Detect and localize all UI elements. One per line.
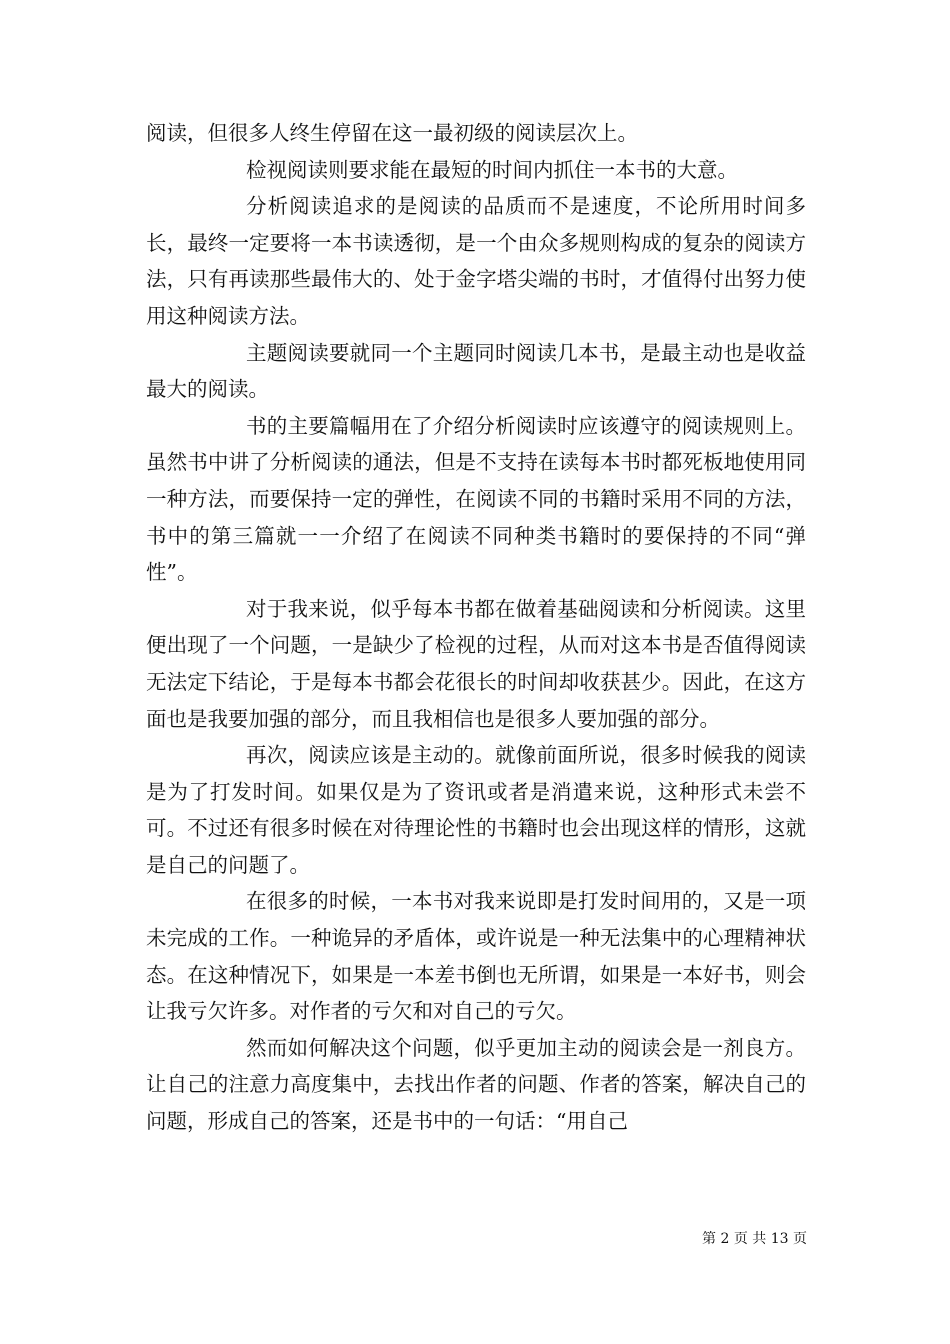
paragraph-personal-reflection: 对于我来说，似乎每本书都在做着基础阅读和分析阅读。这里便出现了一个问题，一是缺少了检视的过程，从而对这本书是否值得阅读无法定下结论，于是每本书都会花很长的时间却收获甚少。因此，在这方面也是我要加强的部分，而且我相信也是很多人要加强的部分。: [146, 596, 806, 731]
paragraph-main-content: 书的主要篇幅用在了介绍分析阅读时应该遵守的阅读规则上。虽然书中讲了分析阅读的通法，但是不支持在读每本书时都死板地使用同一种方法，而要保持一定的弹性，在阅读不同的书籍时采用不同的方法，书中的第三篇就一一介绍了在阅读不同种类书籍时的要保持的不同“弹性”。: [146, 413, 806, 585]
document-body: [146, 115, 806, 1140]
paragraph-active-reading: 再次，阅读应该是主动的。就像前面所说，很多时候我的阅读是为了打发时间。如果仅是为了资讯或者是消遣来说，这种形式未尝不可。不过还有很多时候在对待理论性的书籍时也会出现这样的情形，这就是自己的问题了。: [146, 743, 806, 877]
paragraph-inspectional-reading: 检视阅读则要求能在最短的时间内抓住一本书的大意。: [246, 157, 738, 182]
paragraph-analytical-reading: 分析阅读追求的是阅读的品质而不是速度，不论所用时间多长，最终一定要将一本书读透彻，是一个由众多规则构成的复杂的阅读方法，只有再读那些最伟大的、处于金字塔尖端的书时，才值得付出努力使用这种阅读方法。: [146, 194, 806, 328]
paragraph-continued: 阅读，但很多人终生停留在这一最初级的阅读层次上。: [146, 121, 638, 145]
paragraph-solution: 然而如何解决这个问题，似乎更加主动的阅读会是一剂良方。让自己的注意力高度集中，去找出作者的问题、作者的答案，解决自己的问题，形成自己的答案，还是书中的一句话：“用自己: [146, 1035, 806, 1134]
paragraph-syntopical-reading: 主题阅读要就同一个主题同时阅读几本书，是最主动也是收益最大的阅读。: [146, 340, 806, 402]
page-number-footer: 第 2 页 共 13 页: [702, 1231, 807, 1247]
paragraph-contradiction: 在很多的时候，一本书对我来说即是打发时间用的，又是一项未完成的工作。一种诡异的矛盾体，或许说是一种无法集中的心理精神状态。在这种情况下，如果是一本差书倒也无所谓，如果是一本好书，则会让我亏欠许多。对作者的亏欠和对自己的亏欠。: [146, 889, 806, 1024]
